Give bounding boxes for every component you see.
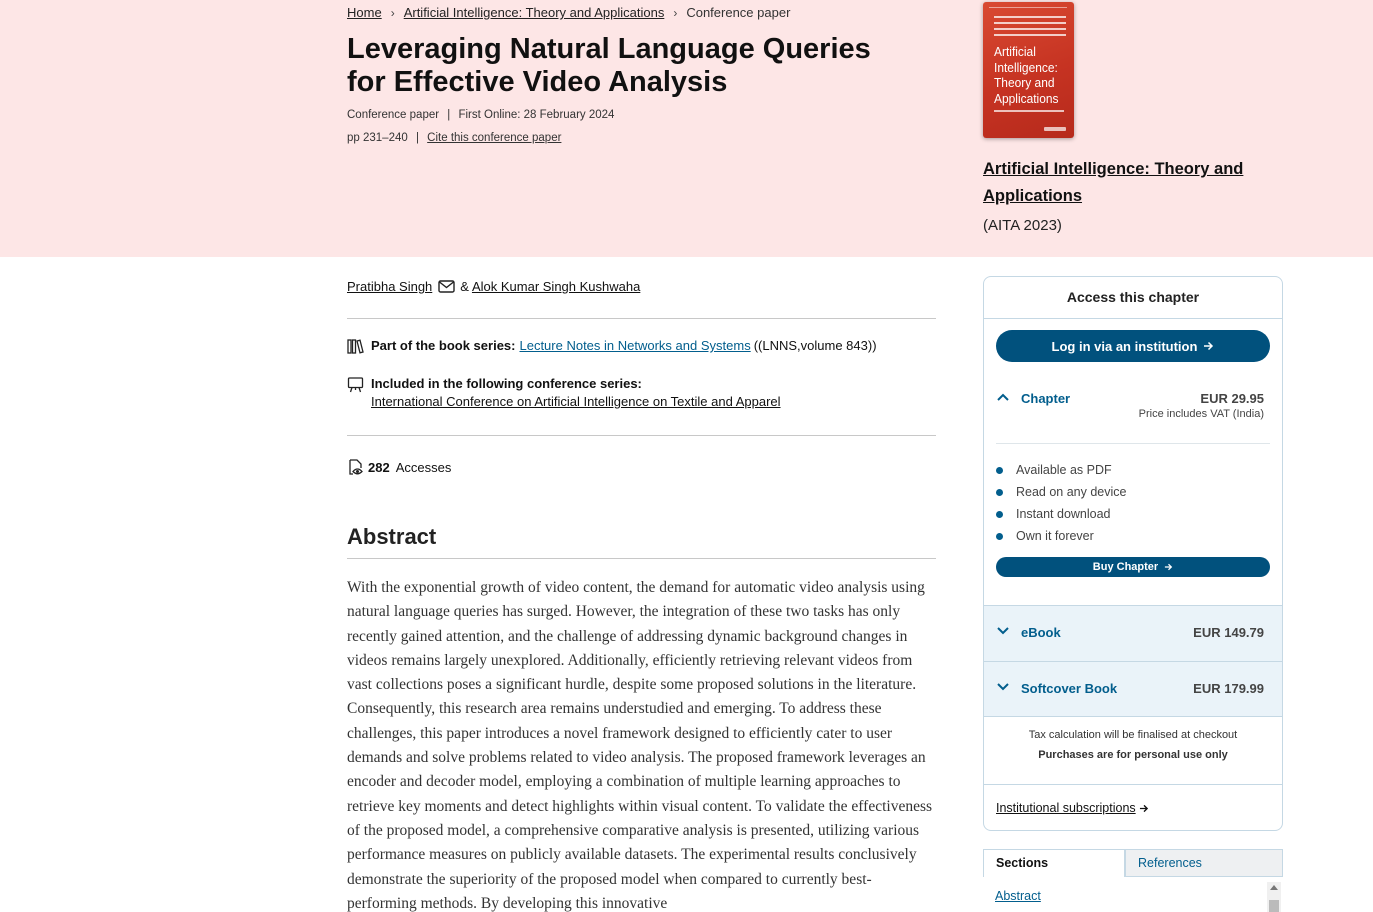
conference-series-row (347, 376, 781, 409)
tax-notice (984, 729, 1282, 761)
arrow-right-icon (1203, 341, 1214, 351)
chapter-feature-list (996, 459, 1127, 547)
author-link[interactable]: Pratibha Singh (347, 279, 433, 294)
meta-divider: | (447, 109, 451, 121)
feature-label: Available as PDF (1016, 463, 1112, 477)
book-series-link[interactable]: Lecture Notes in Networks and Systems (519, 338, 751, 353)
accesses-label: Accesses (395, 460, 452, 475)
list-item (996, 503, 1127, 525)
book-cover-image[interactable] (983, 2, 1074, 138)
softcover-purchase-option[interactable] (984, 661, 1282, 717)
accesses-metric (347, 459, 451, 476)
conference-series-link[interactable]: International Conference on Artificial Intelligence on Textile and Apparel (371, 394, 781, 409)
chevron-right-icon: › (390, 5, 395, 20)
cover-decoration (989, 7, 1067, 8)
access-panel (983, 276, 1283, 831)
book-abbreviation: (AITA 2023) (983, 217, 1062, 234)
meta-divider: | (415, 132, 419, 144)
institutional-row (984, 784, 1282, 831)
softcover-price: EUR 179.99 (1193, 681, 1264, 696)
cover-editors (994, 16, 1066, 40)
toc-tabs (983, 849, 1283, 877)
chevron-down-icon[interactable] (996, 626, 1010, 636)
section-divider (347, 435, 936, 436)
paper-type: Conference paper (347, 109, 440, 121)
bullet-icon (996, 511, 1003, 518)
first-online-date: First Online: 28 February 2024 (458, 109, 615, 121)
chevron-down-icon[interactable] (996, 682, 1010, 692)
paper-pages-line (347, 132, 561, 144)
scrollbar-thumb[interactable] (1269, 900, 1279, 912)
section-divider (347, 318, 936, 319)
institutional-link-label: Institutional subscriptions (996, 801, 1136, 815)
conference-icon (347, 376, 371, 409)
abstract-text: With the exponential growth of video content, the demand for automatic video analysis using natural language queries has surged. However, the integration of these two tasks has only recently gained attention, and the challenge of addressing dynamic background changes in videos remains largely unexplored. Additionally, efficiently retrieving relevant videos from vast collections poses a significant hurdle, despite some proposed solutions in the literature. Consequently, this research area remains understudied and emerging. To address these challenges, this paper introduces a novel framework designed to efficiently cater to user demands and solve problems related to video analysis. The proposed framework leverages an encoder and decoder model, employing a combination of multiple learning approaches to retrieve key moments and detect highlights within visual content. To validate the effectiveness of the proposed model, a comprehensive comparative analysis is presented, utilizing various performance measures on publicly available datasets. The experimental results conclusively demonstrate the superiority of the proposed model when compared to currently best-performing methods. By developing this innovative (347, 579, 933, 912)
ebook-price: EUR 149.79 (1193, 625, 1264, 640)
cite-paper-link[interactable]: Cite this conference paper (427, 132, 562, 144)
option-divider (996, 443, 1270, 444)
bullet-icon (996, 467, 1003, 474)
chapter-option-toggle[interactable]: Chapter (1021, 391, 1071, 406)
breadcrumb (347, 5, 790, 20)
bullet-icon (996, 533, 1003, 540)
email-icon[interactable] (438, 280, 455, 293)
arrow-right-icon (1139, 804, 1149, 813)
vat-note: Price includes VAT (India) (1138, 408, 1264, 420)
buy-button-label: Buy Chapter (1092, 561, 1159, 573)
access-panel-title: Access this chapter (984, 277, 1282, 319)
bullet-icon (996, 489, 1003, 496)
book-series-volume: ((LNNS,volume 843)) (753, 338, 877, 353)
accesses-icon (347, 459, 364, 476)
breadcrumb-current: Conference paper (686, 5, 791, 20)
author-link[interactable]: Alok Kumar Singh Kushwaha (471, 279, 641, 294)
ebook-purchase-option[interactable] (984, 605, 1282, 661)
abstract-underline (347, 558, 936, 559)
personal-use-note: Purchases are for personal use only (1038, 749, 1228, 761)
breadcrumb-book-link[interactable]: Artificial Intelligence: Theory and Applications (403, 5, 665, 20)
tax-note: Tax calculation will be finalised at checkout (1028, 729, 1238, 741)
page-range: pp 231–240 (347, 132, 408, 144)
accesses-count: 282 (368, 460, 390, 475)
cover-subtitle (994, 110, 1064, 112)
list-item (996, 525, 1127, 547)
paper-meta-line (347, 109, 614, 121)
chevron-right-icon: › (673, 5, 678, 20)
login-button-label: Log in via an institution (1051, 338, 1198, 354)
book-series-row (347, 338, 877, 354)
institution-login-button[interactable] (996, 330, 1270, 362)
toc-item-abstract[interactable]: Abstract (995, 889, 1041, 903)
scroll-up-icon[interactable] (1270, 885, 1278, 890)
arrow-right-icon (1164, 563, 1173, 571)
softcover-option-toggle[interactable]: Softcover Book (1021, 681, 1118, 696)
feature-label: Read on any device (1016, 485, 1127, 499)
cover-title: Artificial Intelligence: Theory and Applications (994, 44, 1059, 106)
toc-scrollbar[interactable] (1267, 882, 1281, 912)
feature-label: Own it forever (1016, 529, 1094, 543)
feature-label: Instant download (1016, 507, 1111, 521)
abstract-heading: Abstract (347, 524, 437, 549)
ebook-option-toggle[interactable]: eBook (1021, 625, 1061, 640)
institutional-subscriptions-link[interactable] (996, 801, 1149, 815)
book-title-link[interactable]: Artificial Intelligence: Theory and Applications (983, 160, 1244, 205)
chevron-up-icon[interactable] (996, 392, 1010, 402)
list-item (996, 459, 1127, 481)
publisher-logo (1044, 127, 1066, 131)
buy-chapter-button[interactable] (996, 557, 1270, 577)
breadcrumb-home-link[interactable]: Home (347, 5, 382, 20)
tab-references[interactable]: References (1125, 849, 1283, 877)
author-separator: & (460, 279, 469, 294)
conference-series-label: Included in the following conference series: (371, 376, 642, 391)
page-title: Leveraging Natural Language Queries for Effective Video Analysis (347, 33, 871, 98)
book-series-icon (347, 338, 371, 354)
chapter-purchase-option (984, 381, 1282, 581)
author-list (347, 279, 640, 294)
book-series-label: Part of the book series: (371, 338, 516, 353)
tab-sections[interactable]: Sections (983, 849, 1125, 877)
chapter-price: EUR 29.95 (1200, 391, 1264, 406)
list-item (996, 481, 1127, 503)
